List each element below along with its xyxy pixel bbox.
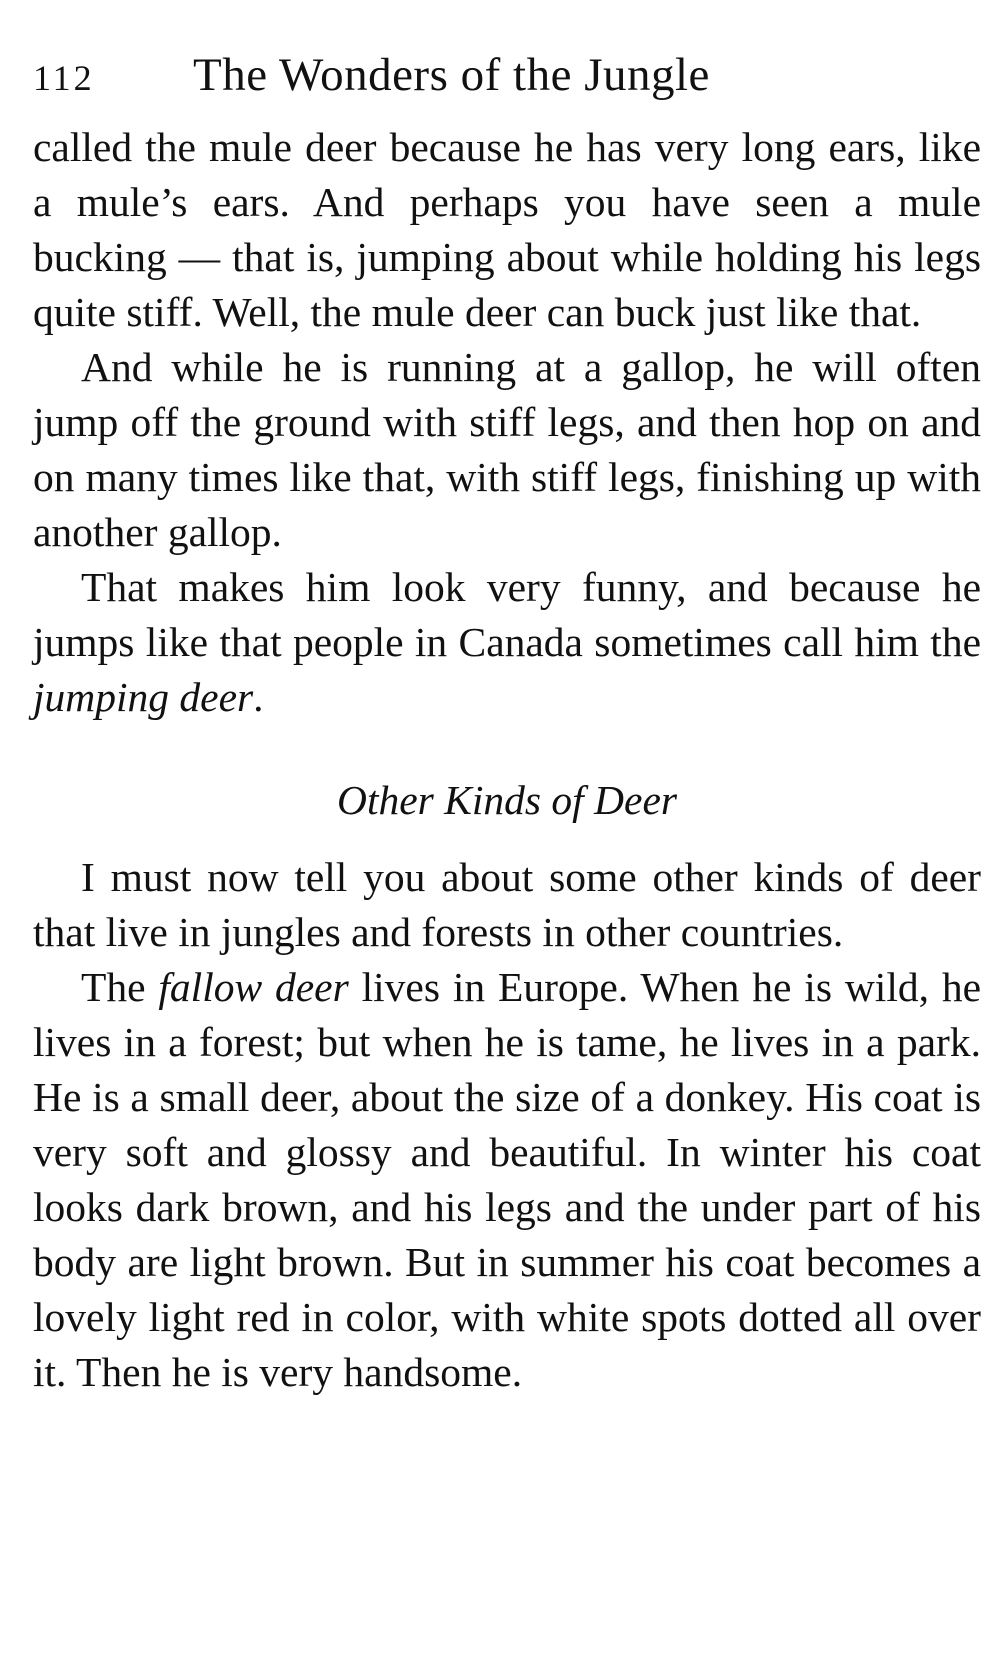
section-heading: Other Kinds of Deer xyxy=(336,777,678,823)
paragraph-gallop xyxy=(33,340,981,560)
paragraph-text-end: . xyxy=(253,674,264,720)
paragraph-mule-deer-ears xyxy=(33,120,981,340)
running-head xyxy=(33,48,981,120)
paragraph-text-start: The xyxy=(81,964,159,1010)
page-number: 112 xyxy=(33,58,95,98)
italic-term: jumping deer xyxy=(33,674,254,720)
italic-term: fallow deer xyxy=(158,964,349,1010)
paragraph-text: called the mule deer because he has very long ears, like a mule’s ears. And perhaps you have seen a mule bucking — that is, jumping about while holding his legs quite stiff. Well, the mule deer can buck just like that. xyxy=(33,124,981,335)
book-page xyxy=(33,48,981,1400)
paragraph-text: And while he is running at a gallop, he will often jump off the ground with stiff legs, and then hop on and on many times like that, with stiff legs, finishing up with another gallop. xyxy=(33,344,981,555)
paragraph-text: I must now tell you about some other kinds of deer that live in jungles and forests in other countries. xyxy=(33,854,981,955)
paragraph-text: That makes him look very funny, and because he jumps like that people in Canada sometimes call him the xyxy=(33,564,981,665)
paragraph-jumping-deer xyxy=(33,560,981,725)
book-title: The Wonders of the Jungle xyxy=(193,49,710,101)
paragraph-fallow-deer xyxy=(33,960,981,1400)
paragraph-text: lives in Europe. When he is wild, he lives in a forest; but when he is tame, he lives in a park. He is a small deer, about the size of a donkey. His coat is very soft and glossy and beautiful. In winter his coat looks dark brown, and his legs and the under part of his body are light brown. But in summer his coat becomes a lovely light red in color, with white spots dotted all over it. Then he is very handsome. xyxy=(33,964,982,1395)
paragraph-other-kinds xyxy=(33,850,981,960)
